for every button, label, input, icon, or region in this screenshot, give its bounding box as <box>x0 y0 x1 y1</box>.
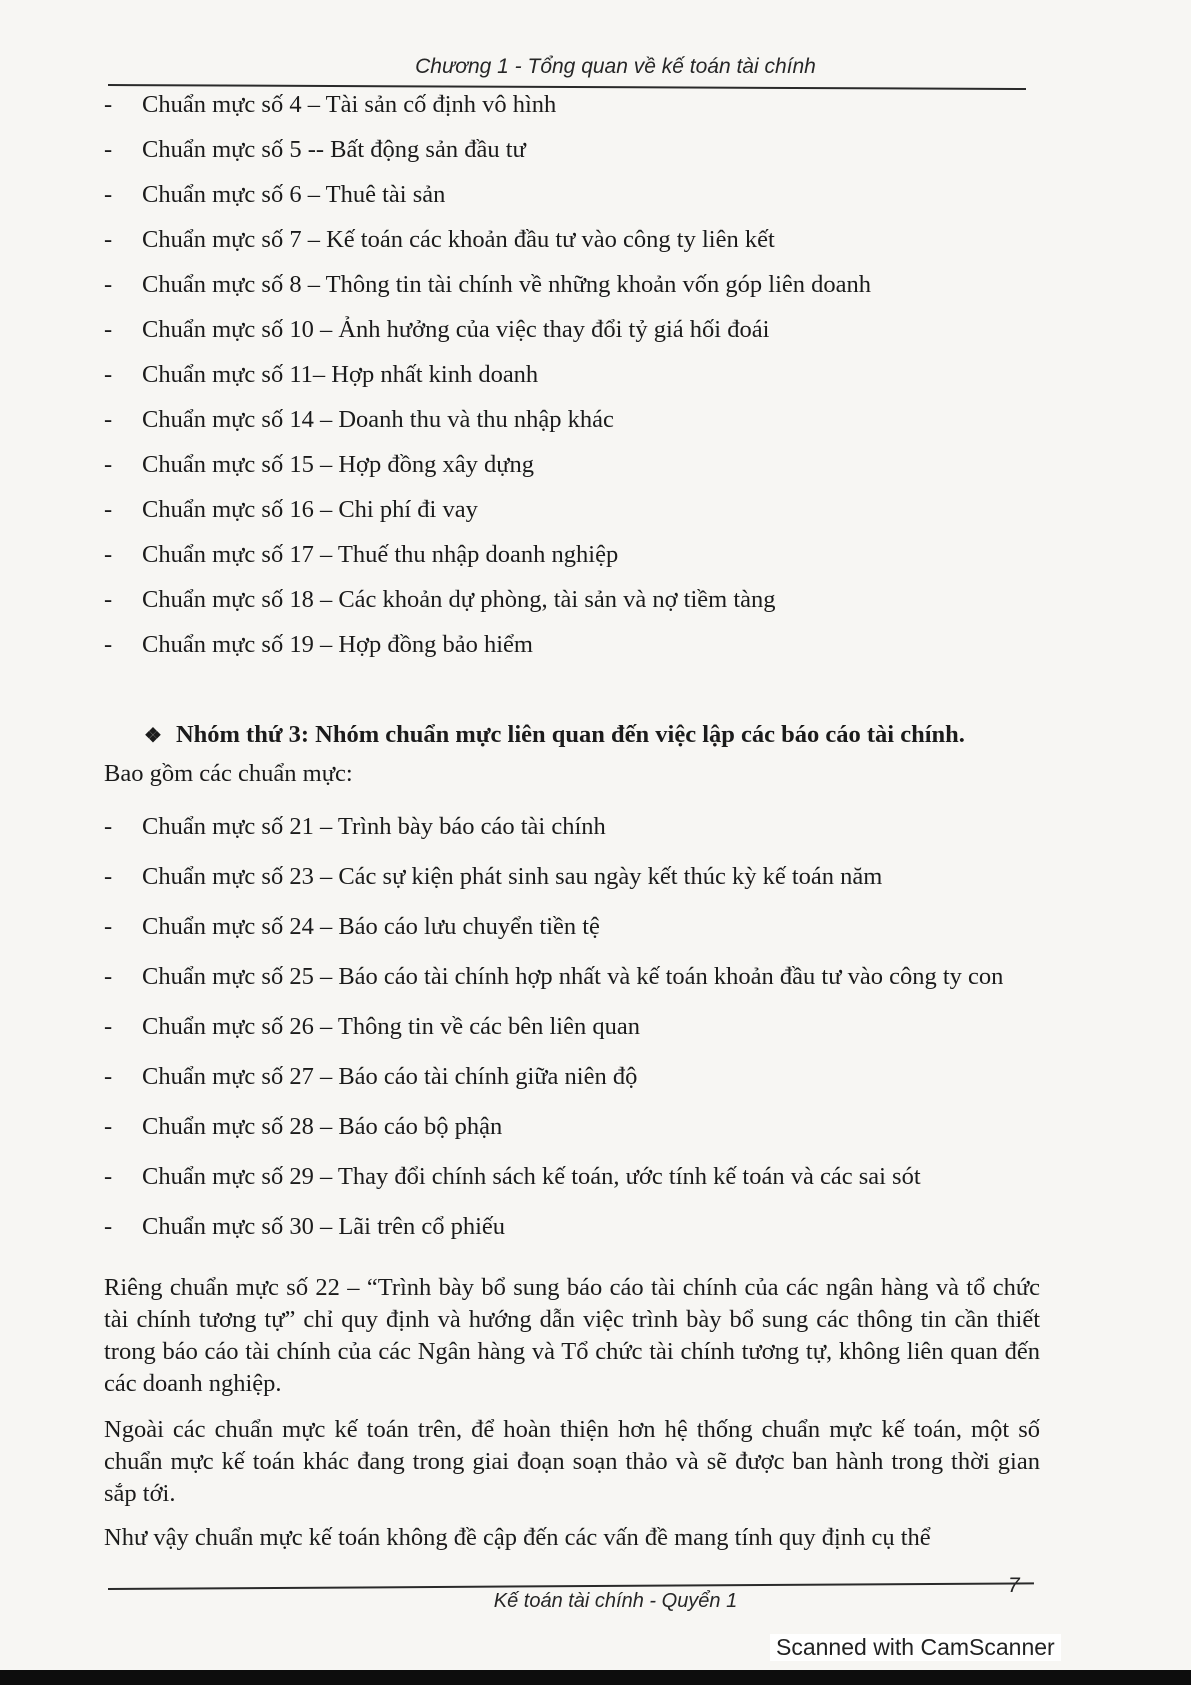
list-dash: - <box>104 1013 113 1040</box>
footer-book-title: Kế toán tài chính - Quyển 1 <box>493 1590 738 1612</box>
list-item <box>104 1060 1044 1094</box>
list-dash: - <box>104 181 113 208</box>
standards-list-group-2 <box>104 88 1044 673</box>
list-dash: - <box>104 631 113 658</box>
list-item <box>104 88 1044 122</box>
list-item <box>104 448 1044 482</box>
list-dash: - <box>104 1113 113 1140</box>
footer-rule <box>108 1582 1034 1590</box>
list-item-text: Chuẩn mực số 29 – Thay đổi chính sách kế toán, ước tính kế toán và các sai sót <box>142 1163 921 1190</box>
list-item <box>104 403 1044 437</box>
list-item-text: Chuẩn mực số 23 – Các sự kiện phát sinh sau ngày kết thúc kỳ kế toán năm <box>142 863 883 890</box>
list-dash: - <box>104 91 113 118</box>
list-item-text: Chuẩn mực số 15 – Hợp đồng xây dựng <box>142 451 535 478</box>
list-dash: - <box>104 863 113 890</box>
list-item <box>104 178 1044 212</box>
list-dash: - <box>104 361 113 388</box>
list-item-text: Chuẩn mực số 21 – Trình bày báo cáo tài chính <box>142 813 606 840</box>
list-item <box>104 133 1044 167</box>
list-item <box>104 810 1044 844</box>
list-item-text: Chuẩn mực số 5 -- Bất động sản đầu tư <box>142 136 526 163</box>
list-item <box>104 628 1044 662</box>
list-item-text: Chuẩn mực số 14 – Doanh thu và thu nhập khác <box>142 406 614 433</box>
list-item <box>104 860 1044 894</box>
list-item <box>104 910 1044 944</box>
list-item <box>104 1210 1044 1244</box>
list-dash: - <box>104 496 113 523</box>
list-item-text: Chuẩn mực số 8 – Thông tin tài chính về những khoản vốn góp liên doanh <box>142 271 872 298</box>
list-dash: - <box>104 451 113 478</box>
list-item-text: Chuẩn mực số 17 – Thuế thu nhập doanh nghiệp <box>142 541 619 568</box>
list-dash: - <box>104 136 113 163</box>
list-dash: - <box>104 586 113 613</box>
list-item-text: Chuẩn mực số 28 – Báo cáo bộ phận <box>142 1113 503 1140</box>
list-dash: - <box>104 813 113 840</box>
list-item-text: Chuẩn mực số 7 – Kế toán các khoản đầu tư vào công ty liên kết <box>142 226 775 253</box>
list-item <box>104 583 1044 617</box>
list-item-text: Chuẩn mực số 16 – Chi phí đi vay <box>142 496 478 523</box>
bottom-black-strip <box>0 1670 1191 1685</box>
list-item <box>104 960 1044 994</box>
list-dash: - <box>104 271 113 298</box>
group-3-intro: Bao gồm các chuẩn mực: <box>104 760 353 787</box>
running-header: Chương 1 - Tổng quan về kế toán tài chính <box>415 55 816 78</box>
list-item-text: Chuẩn mực số 30 – Lãi trên cổ phiếu <box>142 1213 506 1240</box>
list-item-text: Chuẩn mực số 26 – Thông tin về các bên liên quan <box>142 1013 640 1040</box>
list-dash: - <box>104 1063 113 1090</box>
list-item <box>104 313 1044 347</box>
list-item <box>104 268 1044 302</box>
list-item <box>104 1110 1044 1144</box>
list-item <box>104 223 1044 257</box>
camscanner-watermark: Scanned with CamScanner <box>770 1634 1061 1661</box>
four-diamond-bullet-icon: ❖ <box>144 725 162 747</box>
list-dash: - <box>104 406 113 433</box>
list-item <box>104 538 1044 572</box>
list-dash: - <box>104 1163 113 1190</box>
list-dash: - <box>104 963 113 990</box>
list-item-text: Chuẩn mực số 24 – Báo cáo lưu chuyển tiền tệ <box>142 913 600 940</box>
list-item-text: Chuẩn mực số 27 – Báo cáo tài chính giữa niên độ <box>142 1063 638 1090</box>
list-item-text: Chuẩn mực số 10 – Ảnh hưởng của việc thay đổi tỷ giá hối đoái <box>142 316 770 343</box>
list-item <box>104 493 1044 527</box>
page-number: 7 <box>1008 1574 1020 1597</box>
list-dash: - <box>104 913 113 940</box>
list-item <box>104 358 1044 392</box>
list-item-text: Chuẩn mực số 6 – Thuê tài sản <box>142 181 446 208</box>
group-3-heading <box>144 718 965 753</box>
list-item-text: Chuẩn mực số 25 – Báo cáo tài chính hợp nhất và kế toán khoản đầu tư vào công ty con <box>142 963 1004 990</box>
list-item <box>104 1160 1044 1194</box>
list-item-text: Chuẩn mực số 19 – Hợp đồng bảo hiểm <box>142 631 533 658</box>
list-dash: - <box>104 226 113 253</box>
group-3-heading-text: Nhóm thứ 3: Nhóm chuẩn mực liên quan đến việc lập các báo cáo tài chính. <box>175 721 965 748</box>
paragraph-drafting-standards: Ngoài các chuẩn mực kế toán trên, để hoàn thiện hơn hệ thống chuẩn mực kế toán, một số chuẩn mực kế toán khác đang trong giai đoạn soạn thảo và sẽ được ban hành trong thời gian sắp tới. <box>104 1416 1040 1507</box>
list-item-text: Chuẩn mực số 4 – Tài sản cố định vô hình <box>142 91 557 118</box>
paragraph-conclusion: Như vậy chuẩn mực kế toán không đề cập đến các vấn đề mang tính quy định cụ thể <box>104 1524 931 1551</box>
paragraph-standard-22: Riêng chuẩn mực số 22 – “Trình bày bổ sung báo cáo tài chính của các ngân hàng và tổ chức tài chính tương tự” chỉ quy định và hướng dẫn việc trình bày bổ sung các thông tin cần thiết trong báo cáo tài chính của các Ngân hàng và Tổ chức tài chính tương tự, không liên quan đến các doanh nghiệp. <box>104 1274 1040 1397</box>
list-item-text: Chuẩn mực số 18 – Các khoản dự phòng, tài sản và nợ tiềm tàng <box>142 586 776 613</box>
list-dash: - <box>104 1213 113 1240</box>
list-item-text: Chuẩn mực số 11– Hợp nhất kinh doanh <box>142 361 539 388</box>
list-dash: - <box>104 541 113 568</box>
list-dash: - <box>104 316 113 343</box>
list-item <box>104 1010 1044 1044</box>
standards-list-group-3 <box>104 810 1044 1260</box>
